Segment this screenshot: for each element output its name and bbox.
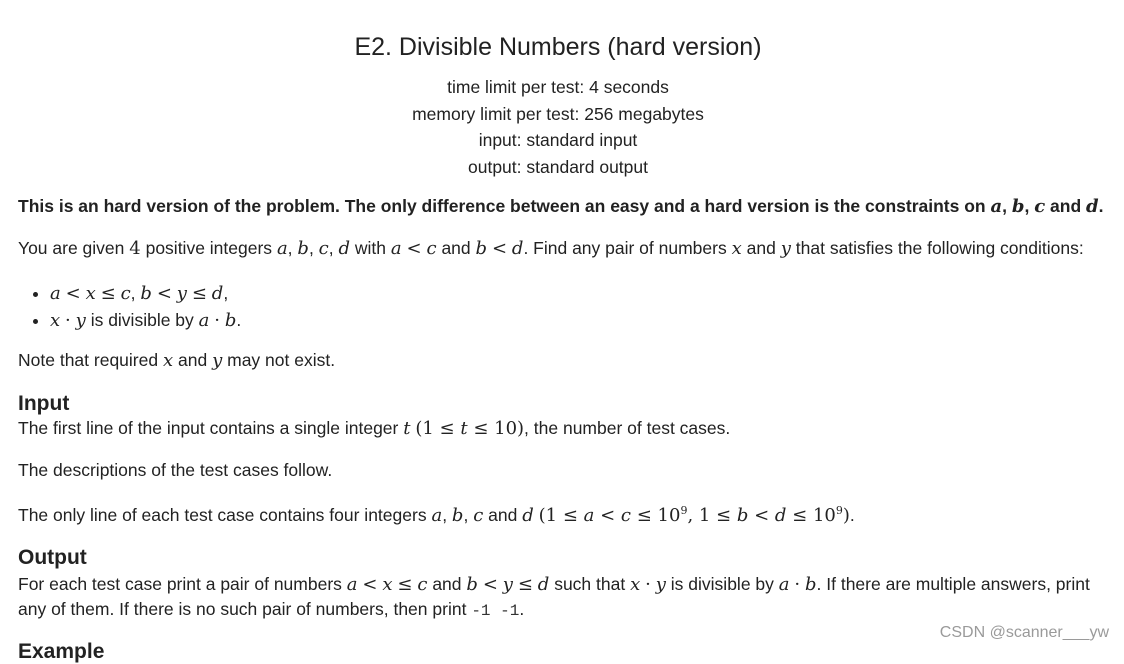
watermark: CSDN @scanner___yw <box>939 624 1109 641</box>
problem-limits <box>18 74 1098 180</box>
input-line-3: The only line of each test case contains four integers a, b, c and d ($1 \le a < c \le 10^9$, $1 \le b < d \le 10^9$). <box>18 504 855 526</box>
no-answer-code: -1 -1 <box>471 602 520 620</box>
output-spec: output: standard output <box>468 156 648 177</box>
time-limit: time limit per test: 4 seconds <box>447 77 669 97</box>
problem-header <box>18 32 1098 180</box>
condition-range: • a < x ≤ c, b < y ≤ d, <box>50 280 241 307</box>
condition-divisible: • x · y is divisible by a · b. <box>50 307 241 334</box>
memory-limit: memory limit per test: 256 megabytes <box>412 103 704 124</box>
problem-title: E2. Divisible Numbers (hard version) <box>354 33 762 61</box>
input-spec: input: standard input <box>478 130 638 150</box>
input-line-2: The descriptions of the test cases follow. <box>18 460 333 480</box>
example-section-title: Example <box>18 640 105 663</box>
version-note: This is an hard version of the problem. The only difference between an easy and a hard version is the constraints on a, b, c and d. <box>18 196 1104 217</box>
input-line-1: The first line of the input contains a single integer t (1 ≤ t ≤ 10), the number of test cases. <box>18 418 731 439</box>
note-existence: Note that required x and y may not exist. <box>18 350 336 371</box>
statement-given: You are given 4 positive integers a, b, c, d with a < c and b < d. Find any pair of numbers x and y that satisfies the following conditions: <box>18 238 1084 259</box>
output-section-title: Output <box>18 546 87 569</box>
output-description: For each test case print a pair of numbers a < x ≤ c and b < y ≤ d such that x · y is divisible by a · b. If there are multiple answers, print any of them. If there is no such pair of numbers, then print -1 -1. <box>18 574 1090 620</box>
conditions-list <box>28 280 241 334</box>
input-section-title: Input <box>18 392 70 415</box>
